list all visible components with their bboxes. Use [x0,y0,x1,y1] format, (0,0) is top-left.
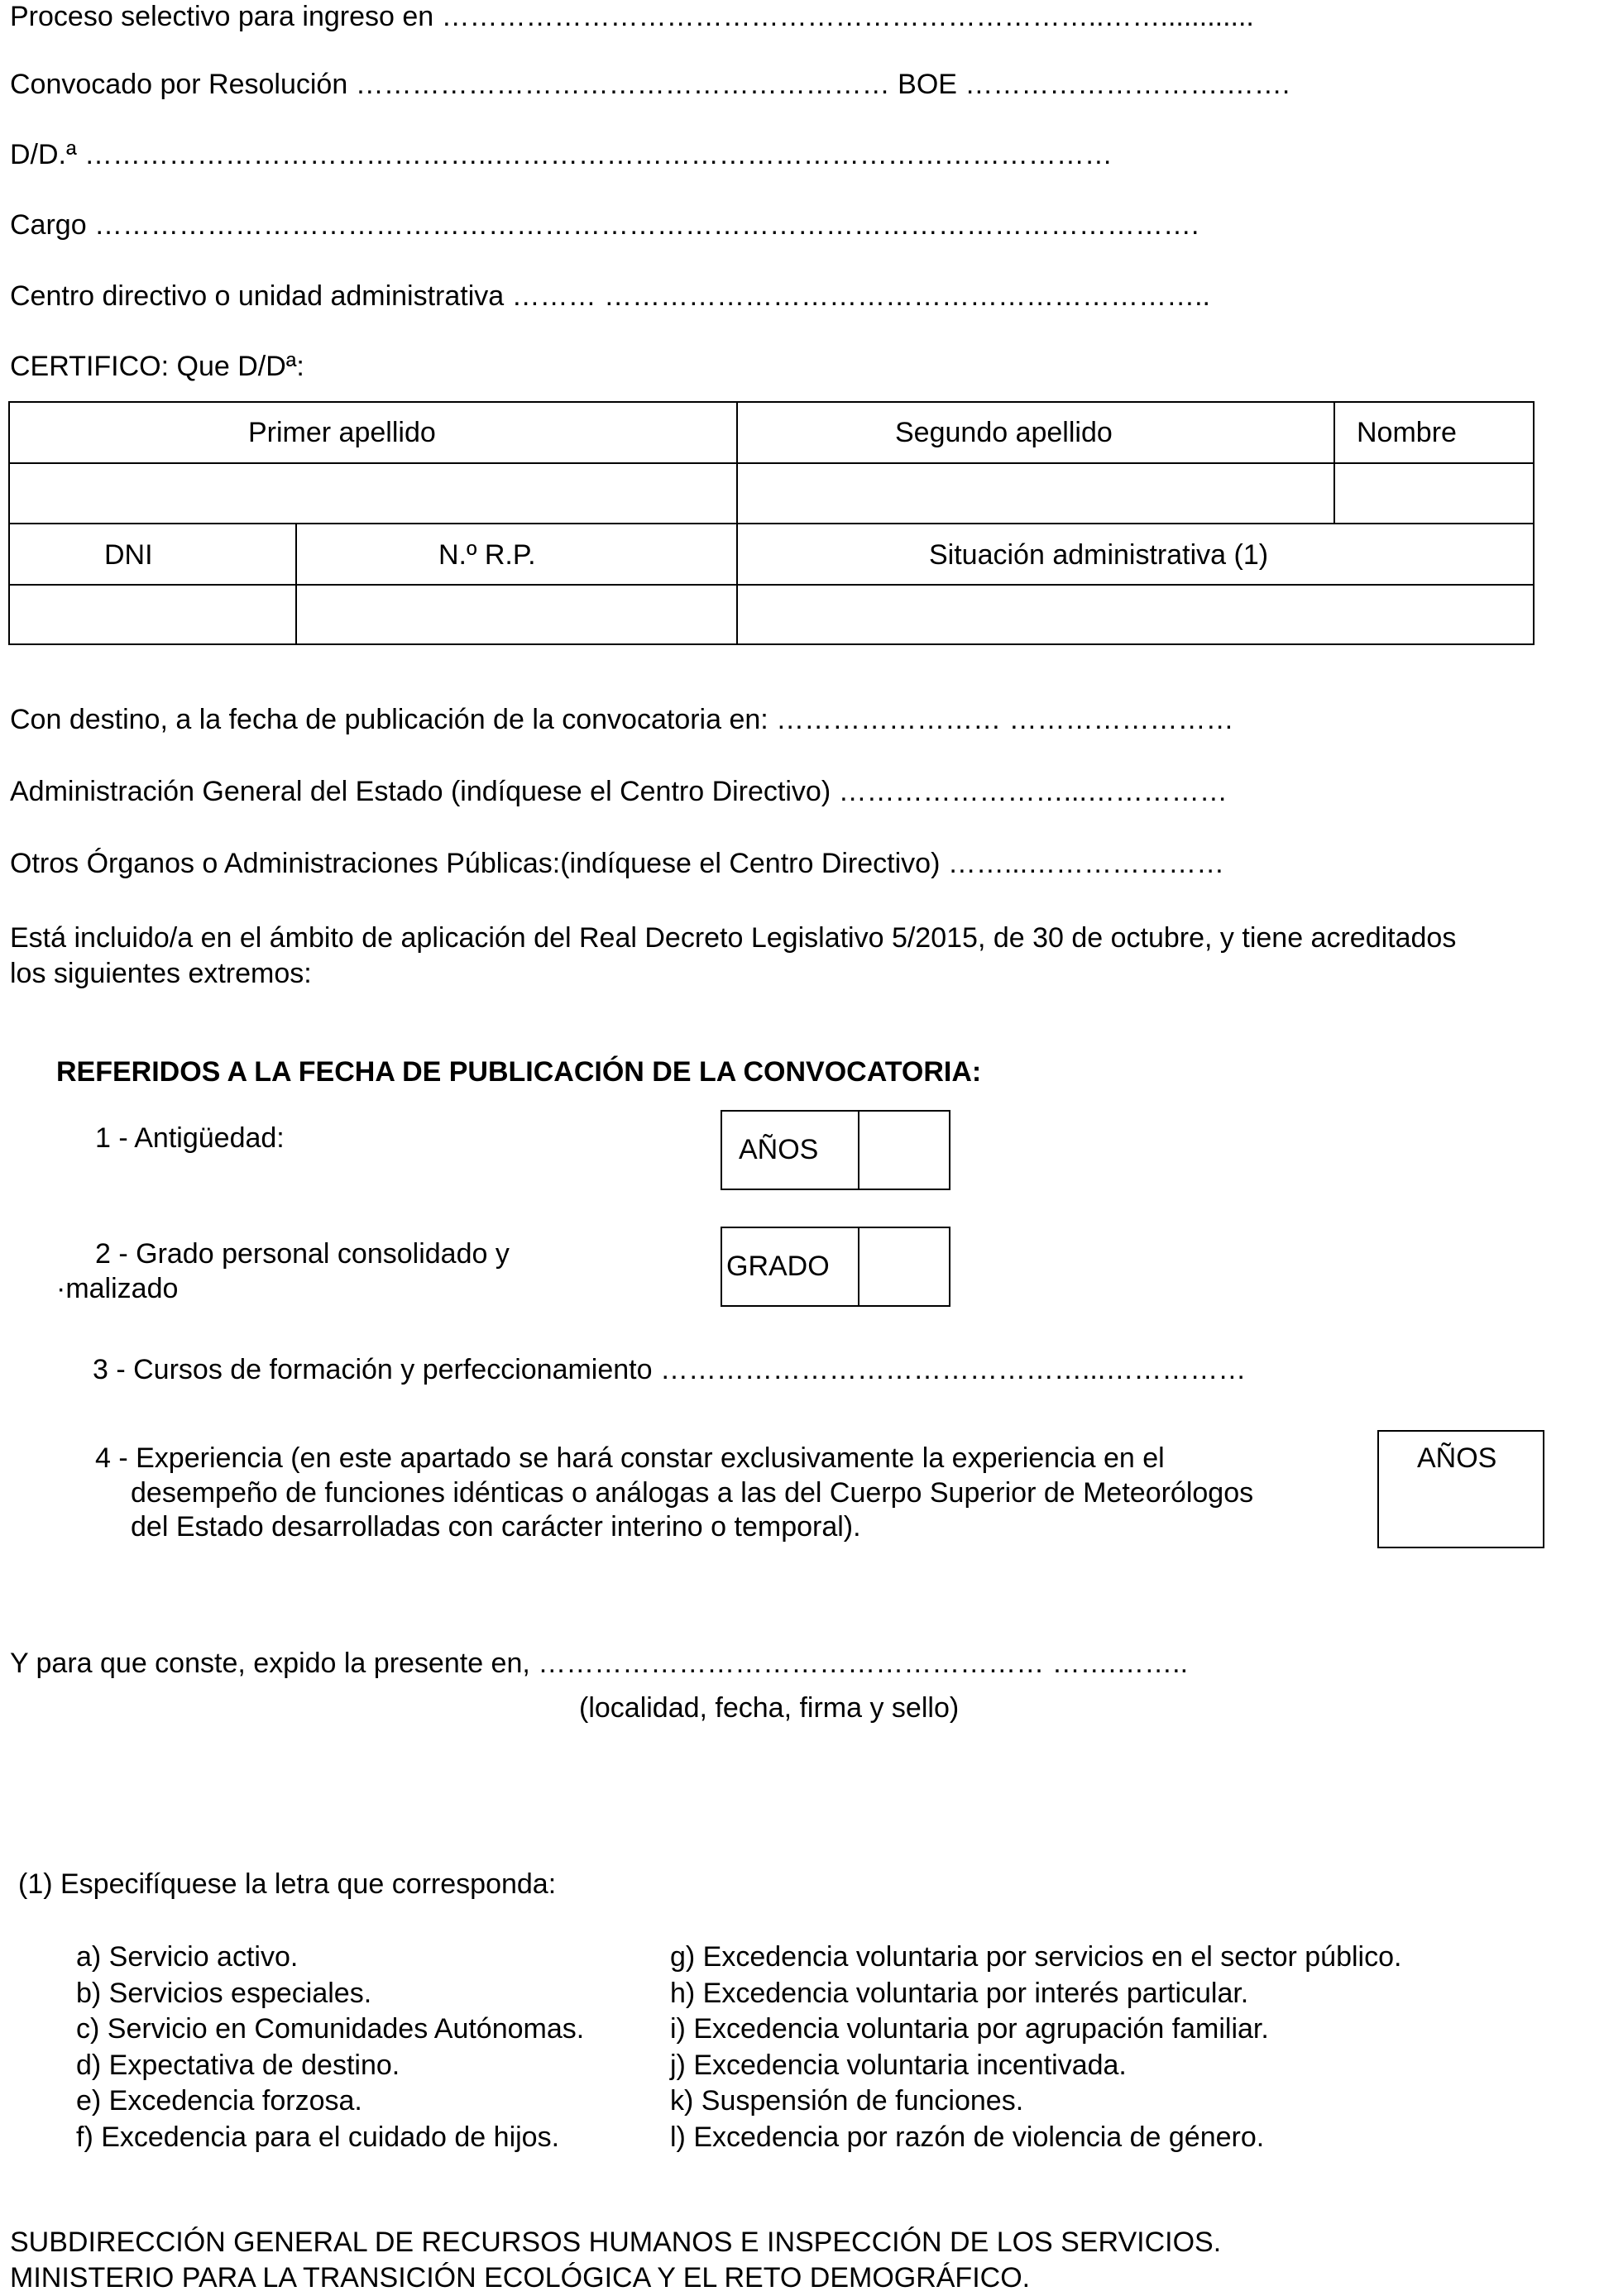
footnote-item: d) Expectativa de destino. [76,2050,400,2081]
conste-line: Y para que conste, expido la presente en, ……………………………………………… …….…….. [10,1648,1189,1679]
footnote-item: l) Excedencia por razón de violencia de género. [670,2121,1265,2153]
grado-label: GRADO [726,1251,830,1282]
table-rule [8,462,1535,464]
item3-cursos: 3 - Cursos de formación y perfeccionamiento ………………………………………...…………… [93,1354,1247,1385]
footnote-title: (1) Especifíquese la letra que corresponda: [18,1868,557,1900]
item2-grado-line2: ·malizado [56,1273,179,1304]
incluido-line2: los siguientes extremos: [10,958,312,989]
item4-line3: del Estado desarrolladas con carácter interino o temporal). [131,1511,861,1543]
footnote-item: c) Servicio en Comunidades Autónomas. [76,2013,585,2045]
box-divider [858,1227,859,1307]
header-segundo-apellido: Segundo apellido [895,417,1113,448]
item1-antiguedad: 1 - Antigüedad: [95,1122,285,1154]
box-divider [858,1110,859,1190]
footnote-item: j) Excedencia voluntaria incentivada. [670,2050,1127,2081]
convocado-line: Convocado por Resolución ………………………………………………… BOE ……………………….……. [10,69,1290,100]
destino-intro: Con destino, a la fecha de publicación de la convocatoria en: …………………… …………………… [10,704,1234,735]
destino-age: Administración General del Estado (indíquese el Centro Directivo) ……………………...…………… [10,776,1228,807]
footnote-item: b) Servicios especiales. [76,1978,372,2009]
footer-ministerio: MINISTERIO PARA LA TRANSICIÓN ECOLÓGICA Y EL RETO DEMOGRÁFICO. [10,2262,1031,2294]
header-primer-apellido: Primer apellido [248,417,436,448]
footnote-item: e) Excedencia forzosa. [76,2085,362,2117]
antiguedad-anos-label: AÑOS [739,1134,819,1165]
conste-sub: (localidad, fecha, firma y sello) [579,1692,960,1724]
footnote-item: i) Excedencia voluntaria por agrupación familiar. [670,2013,1269,2045]
table-rule [8,584,1535,586]
item4-line2: desempeño de funciones idénticas o análogas a las del Cuerpo Superior de Meteorólogos [131,1477,1254,1509]
centro-line: Centro directivo o unidad administrativa ……… ……………………………………………………….. [10,280,1210,312]
table-rule [736,401,738,645]
footnote-item: h) Excedencia voluntaria por interés particular. [670,1978,1249,2009]
footnote-item: a) Servicio activo. [76,1941,299,1973]
incluido-line1: Está incluido/a en el ámbito de aplicación del Real Decreto Legislativo 5/2015, de 30 de octubre, y tiene acreditados [10,922,1457,954]
experiencia-anos-label: AÑOS [1417,1442,1497,1474]
header-dni: DNI [104,539,153,571]
header-nrp: N.º R.P. [438,539,536,571]
table-rule [295,523,297,645]
item4-line1: 4 - Experiencia (en este apartado se hará constar exclusivamente la experiencia en el [95,1442,1165,1474]
item2-grado-line1: 2 - Grado personal consolidado y [95,1238,510,1270]
cargo-line: Cargo ………………………………………………………………………………………………………. [10,209,1199,241]
table-rule [1333,401,1335,523]
referidos-heading: REFERIDOS A LA FECHA DE PUBLICACIÓN DE LA CONVOCATORIA: [56,1056,982,1088]
destino-otros: Otros Órganos o Administraciones Públicas:(indíquese el Centro Directivo) ……...………………… [10,848,1225,879]
footnote-item: k) Suspensión de funciones. [670,2085,1024,2117]
header-nombre: Nombre [1357,417,1457,448]
header-situacion: Situación administrativa (1) [929,539,1269,571]
dd-line: D/D.ª ……………………………………..………………………………………………………… [10,139,1113,170]
footer-subdireccion: SUBDIRECCIÓN GENERAL DE RECURSOS HUMANOS E INSPECCIÓN DE LOS SERVICIOS. [10,2227,1222,2258]
certifico-line: CERTIFICO: Que D/Dª: [10,351,304,382]
footnote-item: g) Excedencia voluntaria por servicios en el sector público. [670,1941,1402,1973]
table-rule [8,523,1535,524]
proceso-line: Proceso selectivo para ingreso en ……………………………………………………………..……............ [10,1,1254,32]
footnote-item: f) Excedencia para el cuidado de hijos. [76,2121,560,2153]
